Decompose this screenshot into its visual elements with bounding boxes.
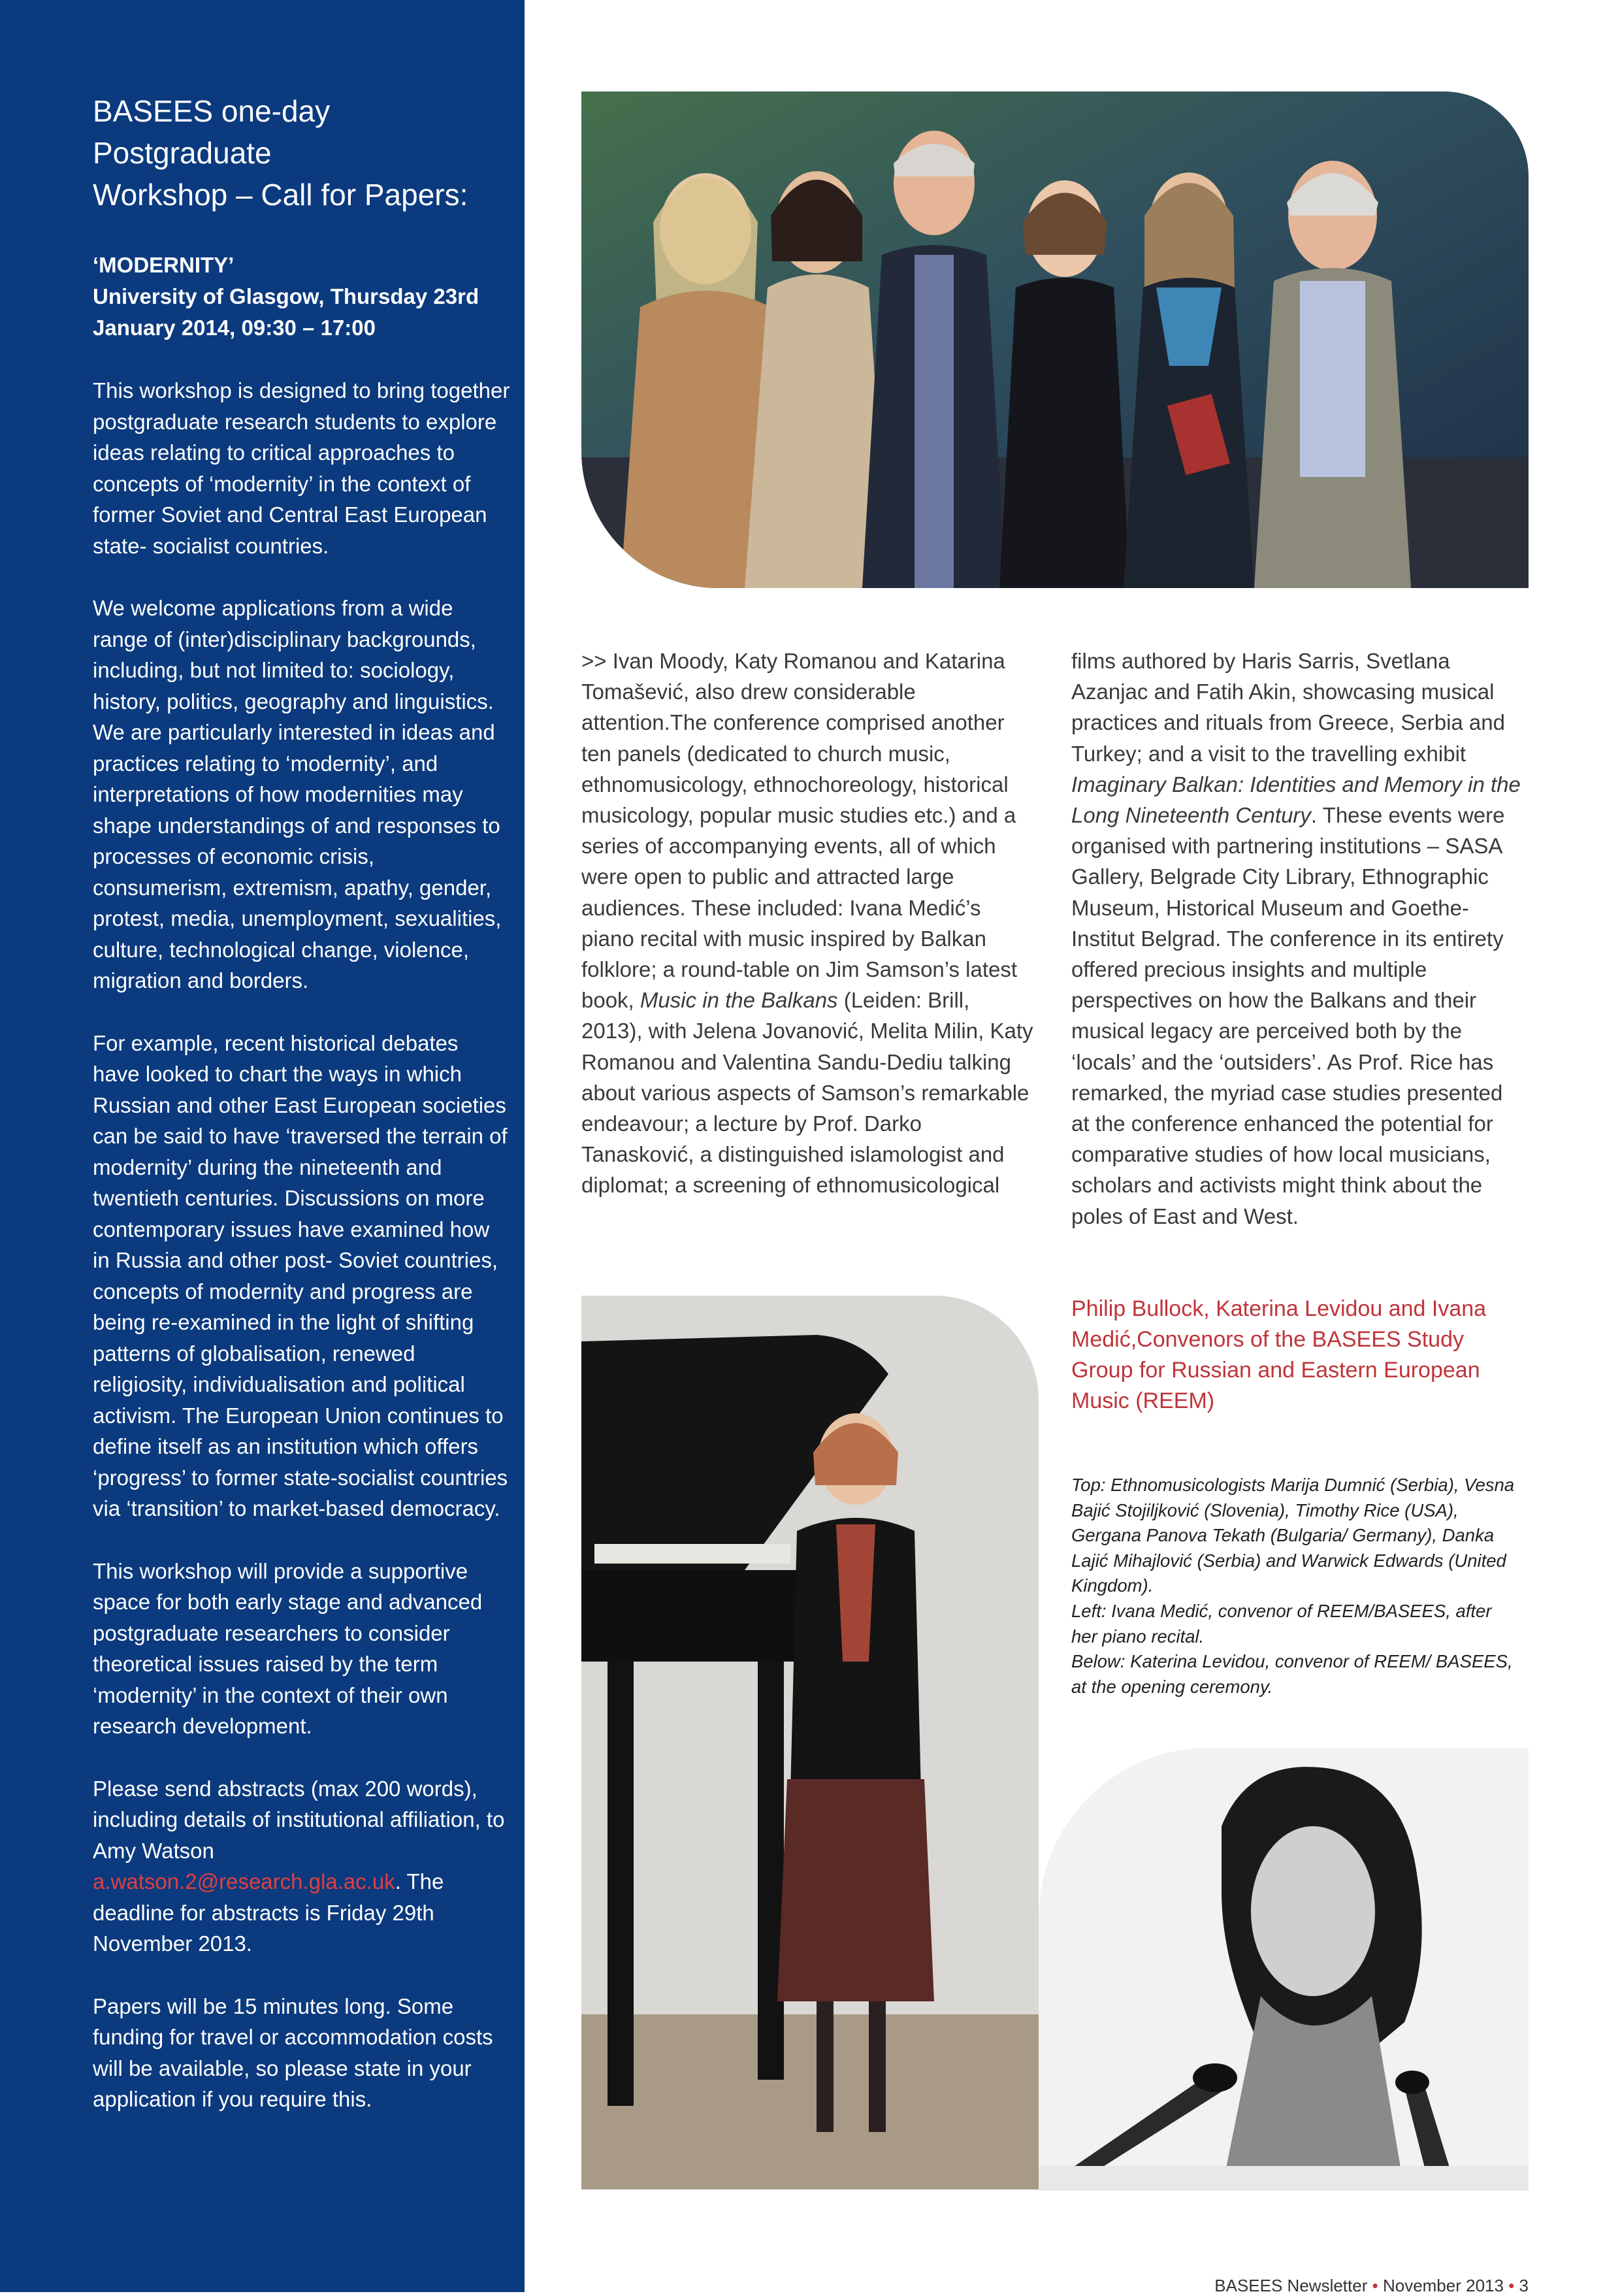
footer-newsletter: BASEES Newsletter [1214,2276,1368,2295]
sidebar-panel [0,0,525,2292]
sidebar-paragraph-6: Papers will be 15 minutes long. Some funding for travel or accommodation costs will be available, so please state in your application if you require this. [93,1993,493,2111]
article-text-1a: >> Ivan Moody, Katy Romanou and Katarina Tomašević, also drew considerable attention.The conference comprised another ten panels (dedicated to church music, ethnomusicology, ethnochoreology, historical musicology, popular music studies etc.) and a series of accompanying events, all of which were open to public and attracted large audiences. These included: Ivana Medić’s piano recital with music inspired by Balkan folklore; a round-table on Jim Samson’s latest book, [581,649,1018,1013]
article-text-2a: films authored by Haris Sarris, Svetlana Azanjac and Fatih Akin, showcasing musical practices and rituals from Greece, Serbia and Turkey; and a visit to the travelling exhibit [1071,649,1505,766]
caption-below: Below: Katerina Levidou, convenor of REEM/ BASEES, at the opening ceremony. [1071,1651,1513,1697]
article-text-1b: (Leiden: Brill, 2013), with Jelena Jovanović, Melita Milin, Katy Romanou and Valentina Sandu-Dediu talking about various aspects of Samson’s remarkable endeavour; a lecture by Prof. Darko Tanasković, a distinguished islamologist and diplomat; a screening of ethnomusicological [581,988,1033,1198]
photo-captions [1071,1473,1522,1699]
article-column-1 [581,646,1035,1201]
sidebar-paragraph-5 [93,1773,511,1960]
title-line-2: Workshop – Call for Papers: [93,178,468,212]
page-number: 3 [1519,2276,1529,2295]
sidebar-paragraph-2: We welcome applications from a wide range of (inter)disciplinary backgrounds, including, but not limited to: sociology, history, politics, geography and linguistics. We are particularly interested in ideas and practices relating to ‘modernity’, and interpretations of how modernities may shape understandings of and responses to processes of economic crisis, consumerism, extremism, apathy, gender, protest, media, unemployment, sexualities, culture, technological change, violence, migration and borders. [93,596,502,992]
submission-text: Please send abstracts (max 200 words), including details of institutional affiliation, to Amy Watson [93,1776,505,1863]
author-credits: Philip Bullock, Katerina Levidou and Ivana Medić,Convenors of the BASEES Study Group for Russian and Eastern European Music (REEM) [1071,1296,1487,1413]
sidebar-paragraph-3: For example, recent historical debates have looked to chart the ways in which Russian and other East European societies can be said to have ‘traversed the terrain of modernity’ during the nineteenth and twentieth centuries. Discussions on more contemporary issues have examined how in Russia and other post- Soviet countries, concepts of modernity and progress are being re-examined in the light of shifting patterns of globalisation, renewed religiosity, individualisation and political activism. The European Union continues to define itself as an institution which offers ‘progress’ to former state-socialist countries via ‘transition’ to market-based democracy. [93,1030,508,1520]
footer-separator-1: • [1372,2276,1378,2295]
exhibit-title: Imaginary Balkan: Identities and Memory in the Long Nineteenth Century [1071,772,1521,828]
footer-date: November 2013 [1382,2276,1504,2295]
workshop-theme: ‘MODERNITY’ [93,253,235,277]
group-photo [581,91,1529,588]
email-link[interactable]: a.watson.2@research.gla.ac.uk [93,1869,395,1894]
article-column-2 [1071,646,1525,1232]
deadline-text: . The deadline for abstracts is Friday 29th November 2013. [93,1869,444,1956]
speaker-photo [1039,1748,1529,2191]
book-title: Music in the Balkans [640,988,838,1013]
article-text-2b: . These events were organised with partnering institutions – SASA Gallery, Belgrade City Library, Ethnographic Museum, Historical Museum and Goethe-Institut Belgrad. The conference in its entirety offered precious insights and multiple perspectives on how the Balkans and their musical legacy are perceived both by the ‘locals’ and the ‘outsiders’. As Prof. Rice has remarked, the myriad case studies presented at the conference enhanced the potential for comparative studies of how local musicians, scholars and activists might think about the poles of East and West. [1071,803,1505,1228]
piano-photo-illustration [581,1296,1039,2189]
sidebar-paragraph-4: This workshop will provide a supportive space for both early stage and advanced postgraduate researchers to consider theoretical issues raised by the term ‘modernity’ in the context of their own research development. [93,1558,483,1738]
caption-top: Top: Ethnomusicologists Marija Dumnić (Serbia), Vesna Bajić Stojiljković (Slovenia), Timothy Rice (USA), Gergana Panova Tekath (Bulgaria/ Germany), Danka Lajić Mihajlović (Serbia) and Warwick Edwards (United Kingdom). [1071,1475,1515,1596]
group-photo-illustration [581,91,1529,588]
speaker-photo-illustration [1039,1748,1529,2191]
caption-left: Left: Ivana Medić, convenor of REEM/BASEES, after her piano recital. [1071,1600,1492,1647]
sidebar-paragraph-1: This workshop is designed to bring together postgraduate research students to explore ideas relating to critical approaches to concepts of ‘modernity’ in the context of former Soviet and Central East European state- socialist countries. [93,378,510,558]
article-text-2 [1071,646,1525,1232]
piano-photo [581,1296,1039,2189]
venue-line-1: University of Glasgow, Thursday 23rd [93,284,479,308]
workshop-details [93,250,511,344]
sidebar-title [93,90,511,216]
article-text-1 [581,646,1035,1201]
page-footer [1214,2276,1529,2296]
title-line-1: BASEES one-day Postgraduate [93,94,331,170]
venue-line-2: January 2014, 09:30 – 17:00 [93,316,376,340]
footer-separator-2: • [1508,2276,1515,2295]
call-for-papers [93,90,511,2115]
